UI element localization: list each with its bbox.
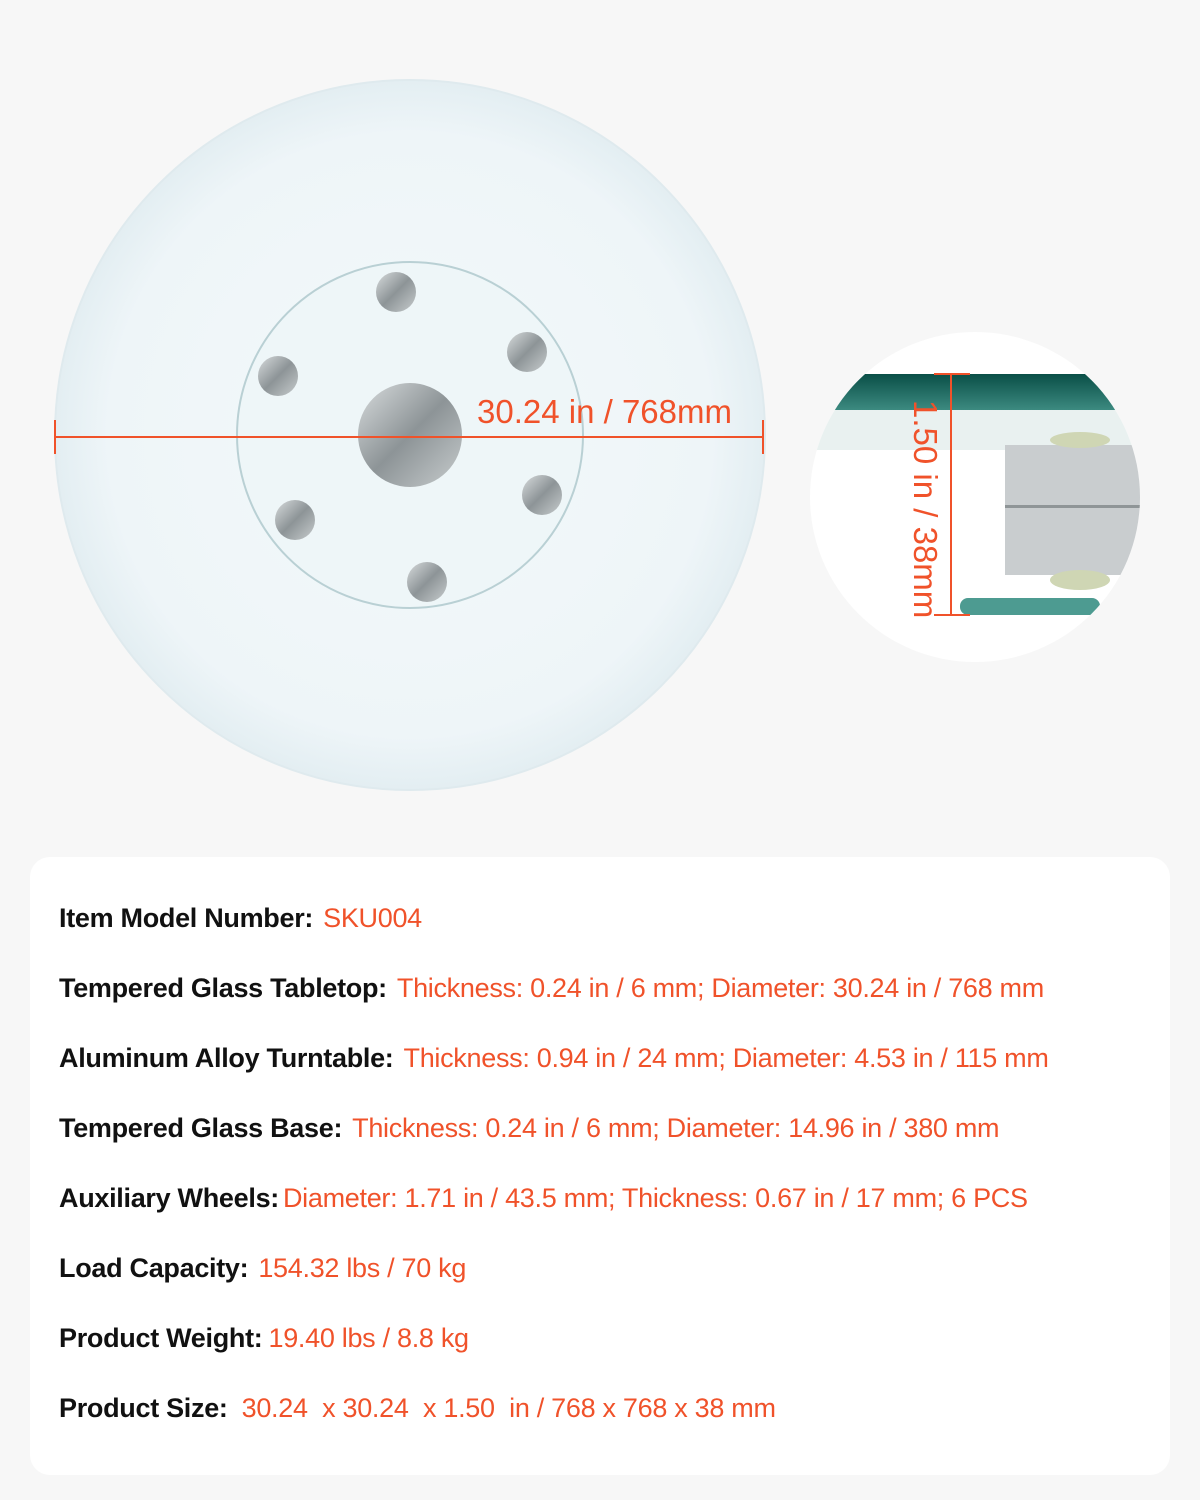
glass-tabletop xyxy=(55,80,765,790)
spec-label: Item Model Number: xyxy=(59,903,314,933)
spec-value: Thickness: 0.24 in / 6 mm; Diameter: 30.24 in / 768 mm xyxy=(396,973,1044,1003)
spec-row-size xyxy=(59,1393,776,1424)
spec-value: Diameter: 1.71 in / 43.5 mm; Thickness: 0.67 in / 17 mm; 6 PCS xyxy=(282,1183,1028,1213)
spec-label: Auxiliary Wheels: xyxy=(59,1183,279,1213)
spec-value: Thickness: 0.24 in / 6 mm; Diameter: 14.96 in / 380 mm xyxy=(352,1113,1000,1143)
spec-row-tabletop xyxy=(59,973,1044,1004)
spec-row-model xyxy=(59,903,422,934)
spec-label: Aluminum Alloy Turntable: xyxy=(59,1043,394,1073)
spec-label: Tempered Glass Tabletop: xyxy=(59,973,387,1003)
spec-label: Product Weight: xyxy=(59,1323,263,1353)
spec-row-load xyxy=(59,1253,466,1284)
spec-value: 19.40 lbs / 8.8 kg xyxy=(268,1323,469,1353)
spec-value: 30.24 x 30.24 x 1.50 in / 768 x 768 x 38 mm xyxy=(241,1393,776,1423)
height-label: 1.50 in / 38mm xyxy=(907,400,944,619)
diameter-label: 30.24 in / 768mm xyxy=(477,393,732,430)
spec-value: 154.32 lbs / 70 kg xyxy=(258,1253,467,1283)
turntable-hub xyxy=(358,383,462,487)
spec-row-weight xyxy=(59,1323,469,1354)
spec-row-turntable xyxy=(59,1043,1049,1074)
spec-row-base xyxy=(59,1113,999,1144)
spec-value: Thickness: 0.94 in / 24 mm; Diameter: 4.53 in / 115 mm xyxy=(403,1043,1049,1073)
spec-label: Tempered Glass Base: xyxy=(59,1113,343,1143)
spec-value: SKU004 xyxy=(323,903,422,933)
spec-row-wheels xyxy=(59,1183,1028,1214)
height-detail-inset xyxy=(810,332,1150,662)
spec-label: Product Size: xyxy=(59,1393,228,1423)
specs-card xyxy=(30,857,1170,1475)
spec-label: Load Capacity: xyxy=(59,1253,249,1283)
